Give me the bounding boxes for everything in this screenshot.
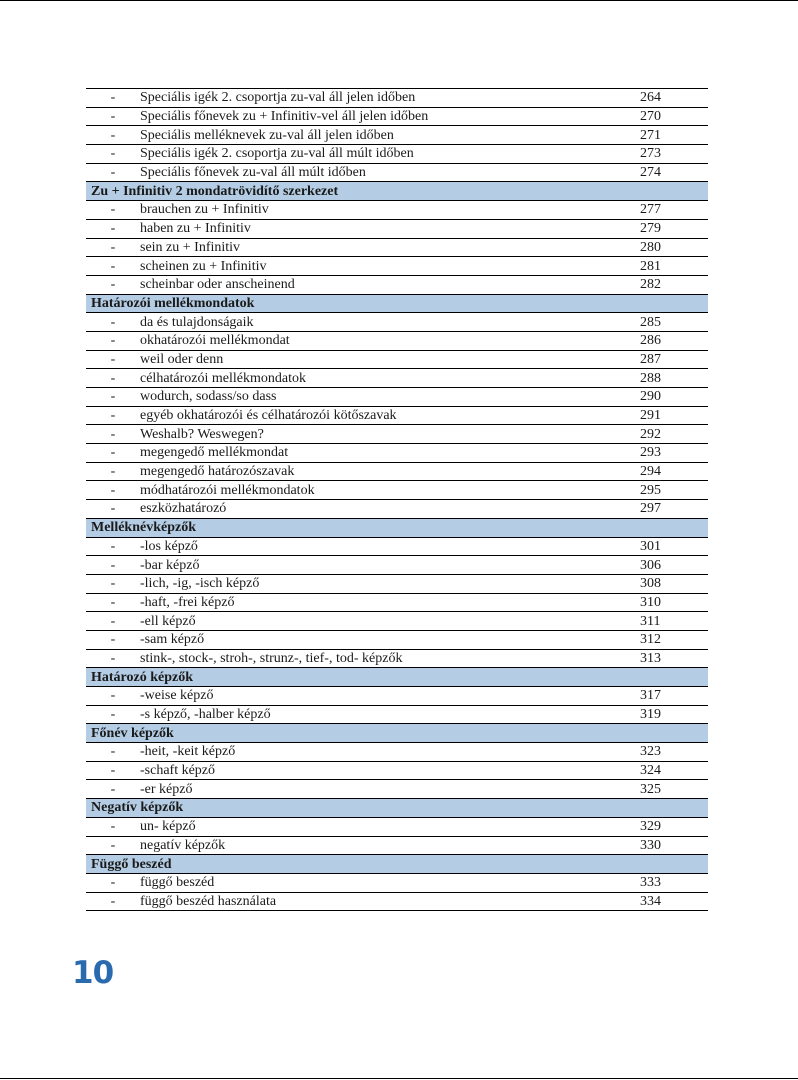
entry-page-number: 290 — [640, 388, 708, 407]
toc-entry — [86, 481, 708, 500]
entry-title: sein zu + Infinitiv — [140, 238, 640, 257]
entry-bullet-dash: - — [86, 388, 140, 407]
toc-entry — [86, 444, 708, 463]
entry-title: brauchen zu + Infinitiv — [140, 201, 640, 220]
entry-page-number: 295 — [640, 481, 708, 500]
entry-bullet-dash: - — [86, 836, 140, 855]
entry-page-number: 319 — [640, 705, 708, 724]
toc-entry — [86, 219, 708, 238]
toc-entry — [86, 107, 708, 126]
toc-entry — [86, 425, 708, 444]
entry-title: egyéb okhatározói és célhatározói kötőszavak — [140, 406, 640, 425]
entry-bullet-dash: - — [86, 350, 140, 369]
toc-entry — [86, 705, 708, 724]
entry-bullet-dash: - — [86, 481, 140, 500]
toc-section-heading — [86, 294, 708, 313]
entry-bullet-dash: - — [86, 462, 140, 481]
toc-entry — [86, 817, 708, 836]
entry-bullet-dash: - — [86, 556, 140, 575]
entry-page-number: 317 — [640, 687, 708, 706]
entry-title: megengedő mellékmondat — [140, 444, 640, 463]
toc-entry — [86, 630, 708, 649]
toc-entry — [86, 743, 708, 762]
section-title: Zu + Infinitiv 2 mondatrövidítő szerkezet — [86, 182, 708, 201]
entry-bullet-dash: - — [86, 275, 140, 294]
entry-page-number: 334 — [640, 892, 708, 911]
toc-entry — [86, 275, 708, 294]
toc-entry — [86, 350, 708, 369]
entry-title: függő beszéd használata — [140, 892, 640, 911]
page-number: 10 — [72, 955, 114, 991]
toc-entry — [86, 500, 708, 519]
entry-title: da és tulajdonságaik — [140, 313, 640, 332]
toc-section-heading — [86, 668, 708, 687]
entry-title: megengedő határozószavak — [140, 462, 640, 481]
toc-entry — [86, 556, 708, 575]
entry-page-number: 308 — [640, 574, 708, 593]
entry-bullet-dash: - — [86, 425, 140, 444]
entry-bullet-dash: - — [86, 444, 140, 463]
toc-entry — [86, 873, 708, 892]
entry-bullet-dash: - — [86, 107, 140, 126]
entry-title: un- képző — [140, 817, 640, 836]
entry-title: weil oder denn — [140, 350, 640, 369]
entry-title: -schaft képző — [140, 761, 640, 780]
entry-title: Weshalb? Weswegen? — [140, 425, 640, 444]
entry-bullet-dash: - — [86, 612, 140, 631]
entry-page-number: 329 — [640, 817, 708, 836]
section-title: Főnév képzők — [86, 724, 708, 743]
entry-page-number: 312 — [640, 630, 708, 649]
entry-page-number: 294 — [640, 462, 708, 481]
entry-bullet-dash: - — [86, 238, 140, 257]
toc-entry — [86, 145, 708, 164]
entry-page-number: 279 — [640, 219, 708, 238]
entry-title: Speciális igék 2. csoportja zu-val áll múlt időben — [140, 145, 640, 164]
entry-title: Speciális melléknevek zu-val áll jelen időben — [140, 126, 640, 145]
entry-title: Speciális főnevek zu-val áll múlt időben — [140, 163, 640, 182]
entry-title: -s képző, -halber képző — [140, 705, 640, 724]
toc-entry — [86, 649, 708, 668]
top-border-line — [0, 0, 798, 1]
section-title: Melléknévképzők — [86, 518, 708, 537]
entry-page-number: 288 — [640, 369, 708, 388]
section-title: Határozó képzők — [86, 668, 708, 687]
entry-title: -los képző — [140, 537, 640, 556]
entry-title: wodurch, sodass/so dass — [140, 388, 640, 407]
entry-bullet-dash: - — [86, 201, 140, 220]
toc-entry — [86, 257, 708, 276]
toc-entry — [86, 201, 708, 220]
entry-bullet-dash: - — [86, 89, 140, 108]
entry-title: -heit, -keit képző — [140, 743, 640, 762]
entry-page-number: 310 — [640, 593, 708, 612]
entry-page-number: 297 — [640, 500, 708, 519]
entry-bullet-dash: - — [86, 406, 140, 425]
entry-bullet-dash: - — [86, 126, 140, 145]
toc-entry — [86, 836, 708, 855]
toc-entry — [86, 331, 708, 350]
toc-section-heading — [86, 724, 708, 743]
entry-title: okhatározói mellékmondat — [140, 331, 640, 350]
entry-page-number: 311 — [640, 612, 708, 631]
toc-entry — [86, 892, 708, 911]
entry-bullet-dash: - — [86, 593, 140, 612]
entry-page-number: 292 — [640, 425, 708, 444]
entry-title: -sam képző — [140, 630, 640, 649]
entry-title: függő beszéd — [140, 873, 640, 892]
entry-title: -weise képző — [140, 687, 640, 706]
entry-title: -er képző — [140, 780, 640, 799]
entry-page-number: 291 — [640, 406, 708, 425]
entry-bullet-dash: - — [86, 780, 140, 799]
entry-page-number: 282 — [640, 275, 708, 294]
entry-page-number: 330 — [640, 836, 708, 855]
entry-bullet-dash: - — [86, 892, 140, 911]
toc-entry — [86, 126, 708, 145]
entry-page-number: 287 — [640, 350, 708, 369]
entry-bullet-dash: - — [86, 369, 140, 388]
toc-entry — [86, 537, 708, 556]
entry-title: stink-, stock-, stroh-, strunz-, tief-, tod- képzők — [140, 649, 640, 668]
entry-page-number: 264 — [640, 89, 708, 108]
toc-section-heading — [86, 182, 708, 201]
entry-page-number: 313 — [640, 649, 708, 668]
entry-title: eszközhatározó — [140, 500, 640, 519]
entry-bullet-dash: - — [86, 313, 140, 332]
toc-entry — [86, 780, 708, 799]
toc-section-heading — [86, 799, 708, 818]
entry-bullet-dash: - — [86, 649, 140, 668]
toc-entry — [86, 369, 708, 388]
toc-entry — [86, 163, 708, 182]
toc-entry — [86, 574, 708, 593]
entry-bullet-dash: - — [86, 331, 140, 350]
entry-title: -ell képző — [140, 612, 640, 631]
section-title: Határozói mellékmondatok — [86, 294, 708, 313]
entry-title: scheinbar oder anscheinend — [140, 275, 640, 294]
entry-bullet-dash: - — [86, 537, 140, 556]
entry-title: módhatározói mellékmondatok — [140, 481, 640, 500]
entry-bullet-dash: - — [86, 817, 140, 836]
toc-entry — [86, 687, 708, 706]
entry-title: scheinen zu + Infinitiv — [140, 257, 640, 276]
entry-bullet-dash: - — [86, 630, 140, 649]
entry-bullet-dash: - — [86, 219, 140, 238]
toc-entry — [86, 761, 708, 780]
toc-section-heading — [86, 855, 708, 874]
toc-entry — [86, 313, 708, 332]
entry-bullet-dash: - — [86, 761, 140, 780]
entry-page-number: 281 — [640, 257, 708, 276]
entry-page-number: 274 — [640, 163, 708, 182]
toc-entry — [86, 89, 708, 108]
entry-page-number: 277 — [640, 201, 708, 220]
entry-page-number: 325 — [640, 780, 708, 799]
toc-section-heading — [86, 518, 708, 537]
entry-bullet-dash: - — [86, 257, 140, 276]
entry-bullet-dash: - — [86, 687, 140, 706]
bottom-border-line — [0, 1078, 798, 1079]
entry-page-number: 285 — [640, 313, 708, 332]
entry-title: célhatározói mellékmondatok — [140, 369, 640, 388]
entry-bullet-dash: - — [86, 145, 140, 164]
toc-entry — [86, 462, 708, 481]
entry-page-number: 301 — [640, 537, 708, 556]
entry-title: Speciális főnevek zu + Infinitiv-vel áll jelen időben — [140, 107, 640, 126]
entry-bullet-dash: - — [86, 705, 140, 724]
entry-bullet-dash: - — [86, 163, 140, 182]
entry-title: Speciális igék 2. csoportja zu-val áll jelen időben — [140, 89, 640, 108]
entry-page-number: 323 — [640, 743, 708, 762]
entry-bullet-dash: - — [86, 873, 140, 892]
toc-entry — [86, 238, 708, 257]
entry-page-number: 333 — [640, 873, 708, 892]
entry-page-number: 271 — [640, 126, 708, 145]
toc-entry — [86, 388, 708, 407]
toc-body — [86, 89, 708, 911]
entry-page-number: 270 — [640, 107, 708, 126]
section-title: Negatív képzők — [86, 799, 708, 818]
entry-page-number: 286 — [640, 331, 708, 350]
entry-title: -bar képző — [140, 556, 640, 575]
table-of-contents — [86, 88, 708, 911]
entry-title: -lich, -ig, -isch képző — [140, 574, 640, 593]
entry-bullet-dash: - — [86, 500, 140, 519]
entry-bullet-dash: - — [86, 743, 140, 762]
entry-title: -haft, -frei képző — [140, 593, 640, 612]
entry-title: haben zu + Infinitiv — [140, 219, 640, 238]
toc-entry — [86, 593, 708, 612]
section-title: Függő beszéd — [86, 855, 708, 874]
entry-page-number: 306 — [640, 556, 708, 575]
entry-page-number: 280 — [640, 238, 708, 257]
entry-page-number: 293 — [640, 444, 708, 463]
entry-bullet-dash: - — [86, 574, 140, 593]
toc-entry — [86, 406, 708, 425]
entry-page-number: 324 — [640, 761, 708, 780]
entry-page-number: 273 — [640, 145, 708, 164]
entry-title: negatív képzők — [140, 836, 640, 855]
toc-entry — [86, 612, 708, 631]
